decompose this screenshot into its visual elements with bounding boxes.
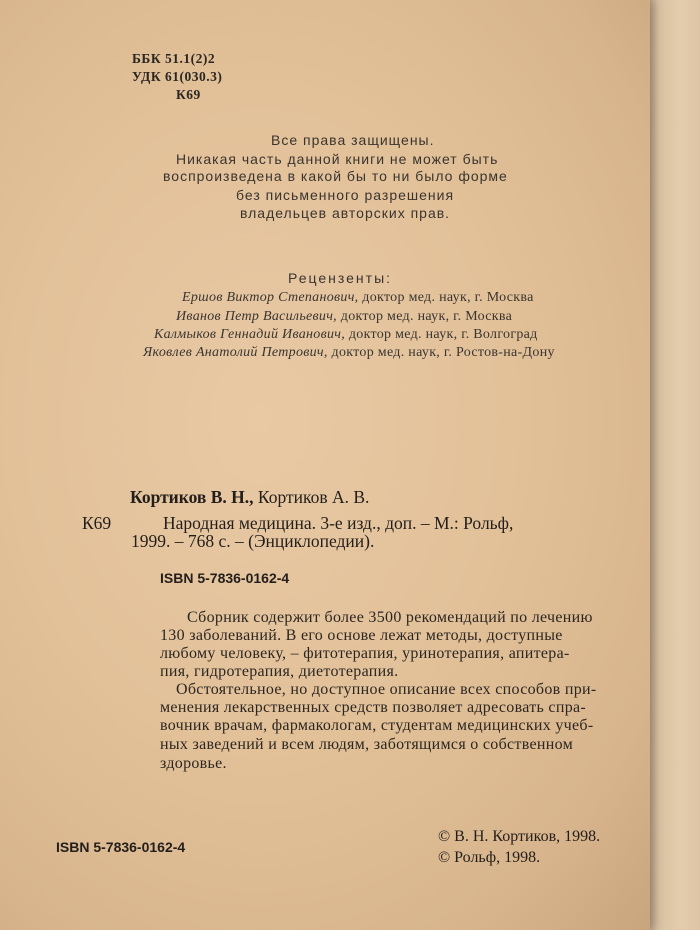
bib-coauthor: Кортиков А. В. — [253, 487, 370, 507]
bib-code: К69 — [82, 513, 112, 533]
annotation-line-6: менения лекарственных средств позволяет адресовать спра- — [160, 699, 587, 716]
rights-line-5: владельцев авторских прав. — [240, 205, 451, 221]
annotation-line-7: вочник врачам, фармакологам, студентам медицинских учеб- — [160, 717, 594, 734]
reviewer-4 — [143, 346, 555, 360]
reviewer-1-name: Ершов Виктор Степанович, — [182, 290, 359, 305]
rights-line-1: Все права защищены. — [271, 132, 435, 148]
bib-isbn: ISBN 5-7836-0162-4 — [160, 570, 290, 586]
reviewer-2-info: доктор мед. наук, г. Москва — [336, 309, 513, 324]
rights-line-4: без письменного разрешения — [236, 187, 455, 203]
bib-imprint-line: 1999. – 768 с. – (Энциклопедии). — [131, 531, 375, 551]
annotation-line-2: 130 заболеваний. В его основе лежат методы, доступные — [160, 627, 563, 644]
reviewer-3 — [154, 328, 538, 342]
bib-authors — [130, 489, 369, 507]
annotation-line-9: здоровье. — [160, 755, 227, 772]
annotation-line-5: Обстоятельное, но доступное описание всех способов при- — [176, 681, 597, 698]
reviewer-3-info: доктор мед. наук, г. Волгоград — [345, 327, 538, 342]
copyright-publisher: © Рольф, 1998. — [438, 849, 541, 866]
reviewers-heading: Рецензенты: — [288, 270, 393, 286]
annotation-line-1: Сборник содержит более 3500 рекомендаций по лечению — [187, 609, 593, 626]
reviewer-4-info: доктор мед. наук, г. Ростов-на-Дону — [327, 345, 555, 360]
bib-main-author: Кортиков В. Н., — [130, 487, 254, 507]
author-mark: К69 — [176, 87, 201, 102]
reviewer-1 — [182, 291, 534, 305]
reviewer-4-name: Яковлев Анатолий Петрович, — [143, 345, 328, 360]
reviewer-1-info: доктор мед. наук, г. Москва — [358, 290, 534, 305]
bib-title-line: Народная медицина. 3-е изд., доп. – М.: Рольф, — [163, 513, 514, 533]
annotation-line-8: ных заведений и всем людям, заботящимся о собственном — [160, 736, 574, 753]
copyright-author: © В. Н. Кортиков, 1998. — [438, 828, 601, 845]
annotation-line-3: любому человеку, – фитотерапия, уринотерапия, апитера- — [160, 645, 570, 662]
udk-code: УДК 61(030.3) — [132, 69, 223, 84]
footer-isbn: ISBN 5-7836-0162-4 — [56, 839, 186, 855]
rights-line-3: воспроизведена в какой бы то ни было форме — [163, 168, 508, 184]
rights-line-2: Никакая часть данной книги не может быть — [176, 151, 499, 167]
annotation-line-4: пия, гидротерапия, диетотерапия. — [160, 663, 399, 680]
bbk-code: ББК 51.1(2)2 — [132, 51, 216, 66]
reviewer-3-name: Калмыков Геннадий Иванович, — [154, 327, 346, 342]
reviewer-2-name: Иванов Петр Васильевич, — [176, 309, 337, 324]
reviewer-2 — [176, 310, 512, 324]
